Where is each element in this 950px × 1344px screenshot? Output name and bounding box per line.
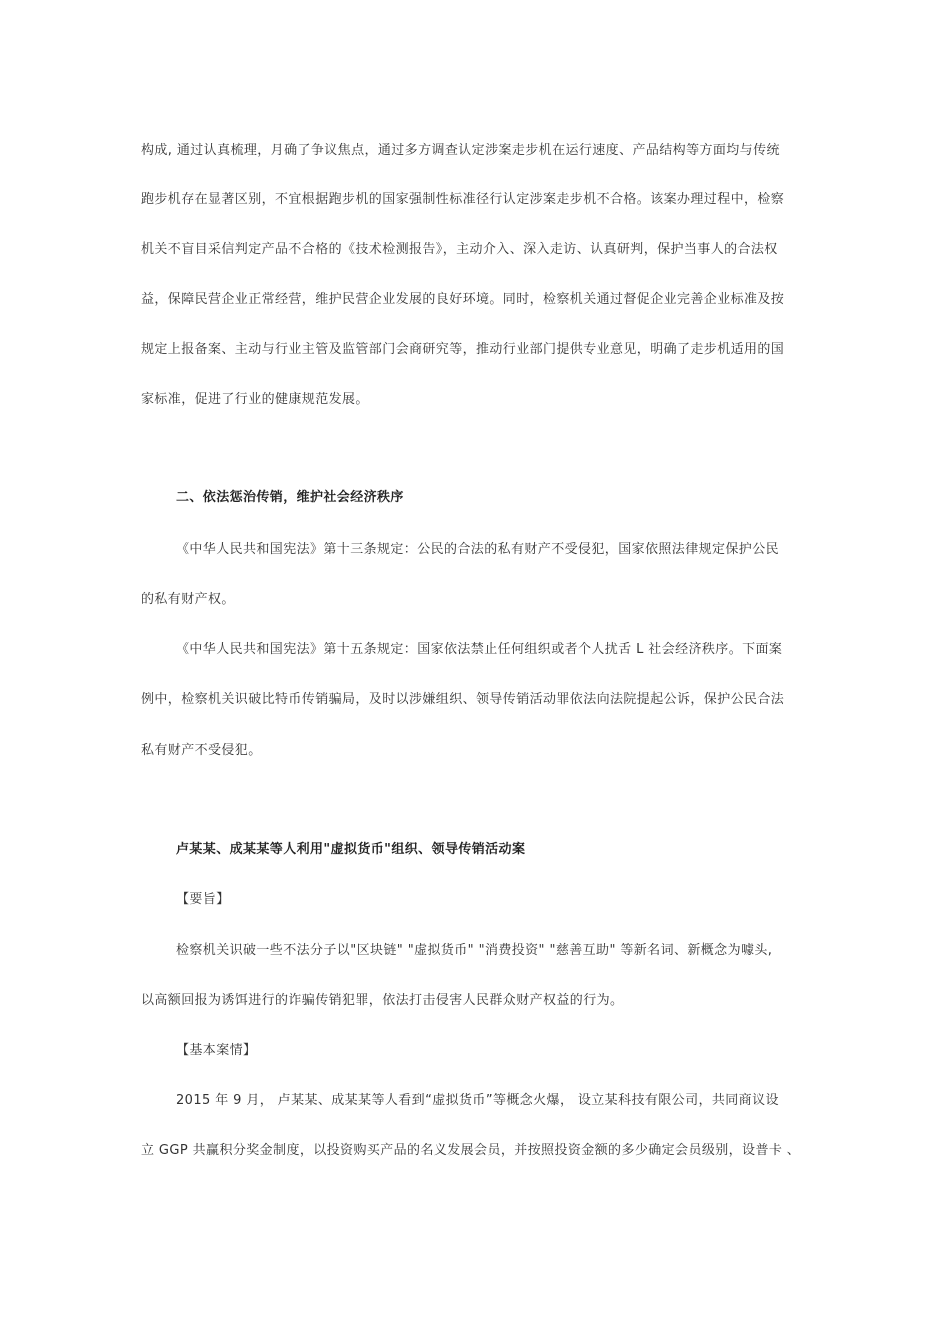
paragraph-line: 跑步机存在显著区别，不宜根据跑步机的国家强制性标准径行认定涉案走步机不合格。该案办理过程中，检察 xyxy=(141,192,785,207)
paragraph-line: 益，保障民营企业正常经营，维护民营企业发展的良好环境。同时，检察机关通过督促企业完善企业标准及按 xyxy=(141,292,785,307)
paragraph-line: 机关不盲目采信判定产品不合格的《技术检测报告》，主动介入、深入走访、认真研判，保护当事人的合法权 xyxy=(141,242,778,257)
paragraph-line: 立 GGP 共赢积分奖金制度，以投资购买产品的名义发展会员，并按照投资金额的多少确定会员级别，设普卡 、 xyxy=(141,1143,801,1158)
case-title: 卢某某、成某某等人利用"虚拟货币"组织、领导传销活动案 xyxy=(176,842,526,857)
paragraph-line: 的私有财产权。 xyxy=(141,592,235,607)
paragraph-line: 例中，检察机关识破比特币传销骗局，及时以涉嫌组织、领导传销活动罪依法向法院提起公诉，保护公民合法 xyxy=(141,692,785,707)
section-label: 【要旨】 xyxy=(176,892,230,907)
paragraph-line: 家标准，促进了行业的健康规范发展。 xyxy=(141,392,369,407)
section-label: 【基本案情】 xyxy=(176,1043,257,1058)
paragraph-line: 构成, 通过认真梳理，月确了争议焦点，通过多方调查认定涉案走步机在运行速度、产品结构等方面均与传统 xyxy=(141,143,780,158)
paragraph-line: 检察机关识破一些不法分子以"区块链" "虚拟货币" "消费投资" "慈善互助" 等新名词、新概念为噱头, xyxy=(176,943,773,958)
paragraph-line: 《中华人民共和国宪法》第十三条规定：公民的合法的私有财产不受侵犯，国家依照法律规定保护公民 xyxy=(176,542,780,557)
paragraph-line: 规定上报备案、主动与行业主管及监管部门会商研究等，推动行业部门提供专业意见，明确了走步机适用的国 xyxy=(141,342,785,357)
section-heading: 二、依法惩治传销，维护社会经济秩序 xyxy=(176,490,404,505)
paragraph-line: 私有财产不受侵犯。 xyxy=(141,743,262,758)
paragraph-line: 以高额回报为诱饵进行的诈骗传销犯罪，依法打击侵害人民群众财产权益的行为。 xyxy=(141,993,624,1008)
paragraph-line: 《中华人民共和国宪法》第十五条规定：国家依法禁止任何组织或者个人扰舌 L 社会经济秩序。下面案 xyxy=(176,642,783,657)
paragraph-line: 2015 年 9 月， 卢某某、成某某等人看到“虚拟货币”等概念火爆， 设立某科技有限公司，共同商议设 xyxy=(176,1093,779,1108)
